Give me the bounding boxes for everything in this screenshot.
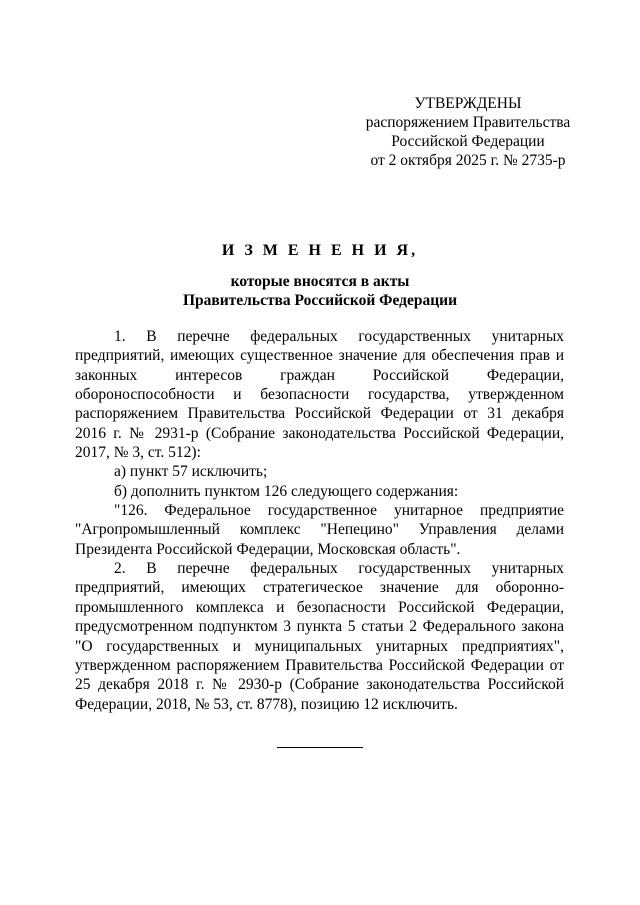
approval-date-number: от 2 октября 2025 г. № 2735-р [370, 152, 566, 169]
paragraph-subitem-b: б) дополнить пунктом 126 следующего содержания: [114, 482, 459, 500]
approval-block [330, 94, 606, 170]
document-subtitle-line1: которые вносятся в акты [230, 273, 410, 290]
paragraph-quoted-item-126: "126. Федеральное государственное унитарное предприятие "Агропромышленный комплекс "Непецино" Управления делами Президента Российской Федерации, Московская область". [75, 502, 564, 558]
approval-authority-country: Российской Федерации [391, 133, 545, 150]
approval-authority: распоряжением Правительства [365, 114, 571, 131]
paragraph-item-1: 1. В перечне федеральных государственных унитарных предприятий, имеющих существенное значение для обеспечения прав и законных интересов граждан Российской Федерации, обороноспособности и безопасности государства, утвержденном распоряжением Правительства Российской Федерации от 31 декабря 2016 г. № 2931-р (Собрание законодательства Российской Федерации, 2017, № 3, ст. 512): [75, 328, 564, 462]
document-subtitle-line2: Правительства Российской Федерации [182, 292, 458, 309]
end-separator-line [277, 747, 363, 748]
approval-status: УТВЕРЖДЕНЫ [414, 95, 522, 112]
document-heading [0, 240, 640, 310]
paragraph-item-2: 2. В перечне федеральных государственных унитарных предприятий, имеющих стратегическое значение для оборонно-промышленного комплекса и безопасности Российской Федерации, предусмотренном подпунктом 3 пункта 5 статьи 2 Федерального закона "О государственных и муниципальных унитарных предприятиях", утвержденном распоряжением Правительства Российской Федерации от 25 декабря 2018 г. № 2930-р (Собрание законодательства Российской Федерации, 2018, № 53, ст. 8778), позицию 12 исключить. [75, 560, 564, 713]
paragraph-subitem-a: а) пункт 57 исключить; [114, 463, 268, 481]
document-title: И З М Е Н Е Н И Я, [221, 242, 419, 259]
document-body [75, 327, 564, 714]
